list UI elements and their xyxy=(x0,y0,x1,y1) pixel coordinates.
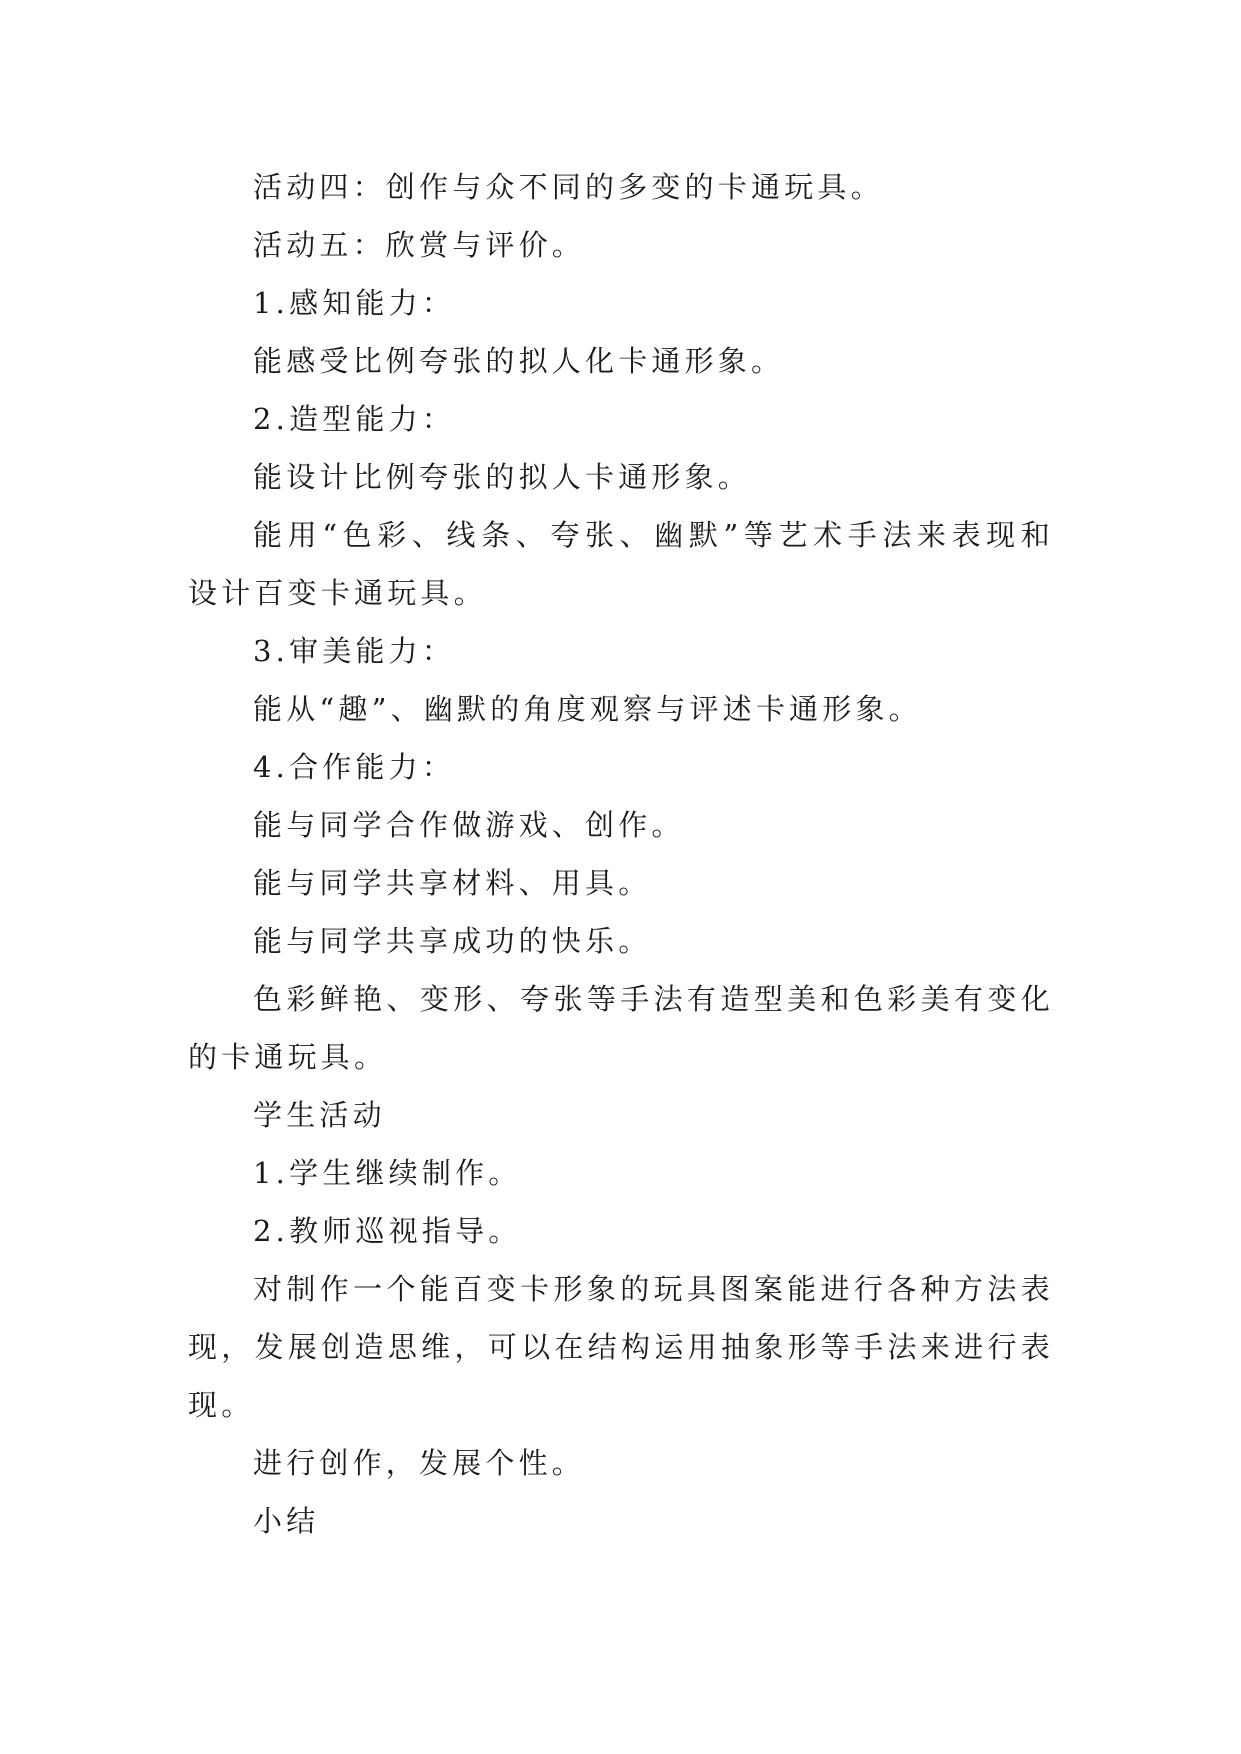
paragraph-creative-thinking: 对制作一个能百变卡形象的玩具图案能进行各种方法表现，发展创造思维，可以在结构运用抽象形等手法来进行表现。 xyxy=(188,1272,1054,1422)
paragraph-cooperation-share-joy: 能与同学共享成功的快乐。 xyxy=(253,924,652,958)
paragraph-aesthetic: 能从“趣”、幽默的角度观察与评述卡通形象。 xyxy=(253,692,922,726)
paragraph-modeling-technique: 能用“色彩、线条、夸张、幽默”等艺术手法来表现和设计百变卡通玩具。 xyxy=(188,518,1054,610)
document-body xyxy=(188,158,1054,1550)
paragraph-cooperation-share-materials: 能与同学共享材料、用具。 xyxy=(253,866,652,900)
paragraph-modeling-design: 能设计比例夸张的拟人卡通形象。 xyxy=(253,460,752,494)
list-item-student-making: 1.学生继续制作。 xyxy=(253,1156,522,1190)
heading-perception-ability: 1.感知能力： xyxy=(253,286,456,320)
paragraph-activity-five: 活动五：欣赏与评价。 xyxy=(253,228,586,262)
paragraph-develop-personality: 进行创作，发展个性。 xyxy=(253,1446,586,1480)
heading-student-activity: 学生活动 xyxy=(253,1098,386,1132)
paragraph-perception: 能感受比例夸张的拟人化卡通形象。 xyxy=(253,344,785,378)
heading-modeling-ability: 2.造型能力： xyxy=(253,402,456,436)
paragraph-activity-four: 活动四：创作与众不同的多变的卡通玩具。 xyxy=(253,170,884,204)
list-item-teacher-guidance: 2.教师巡视指导。 xyxy=(253,1214,522,1248)
heading-summary: 小结 xyxy=(253,1504,320,1538)
paragraph-color-technique: 色彩鲜艳、变形、夸张等手法有造型美和色彩美有变化的卡通玩具。 xyxy=(188,982,1054,1074)
heading-cooperation-ability: 4.合作能力： xyxy=(253,750,456,784)
paragraph-cooperation-game: 能与同学合作做游戏、创作。 xyxy=(253,808,685,842)
heading-aesthetic-ability: 3.审美能力： xyxy=(253,634,456,668)
